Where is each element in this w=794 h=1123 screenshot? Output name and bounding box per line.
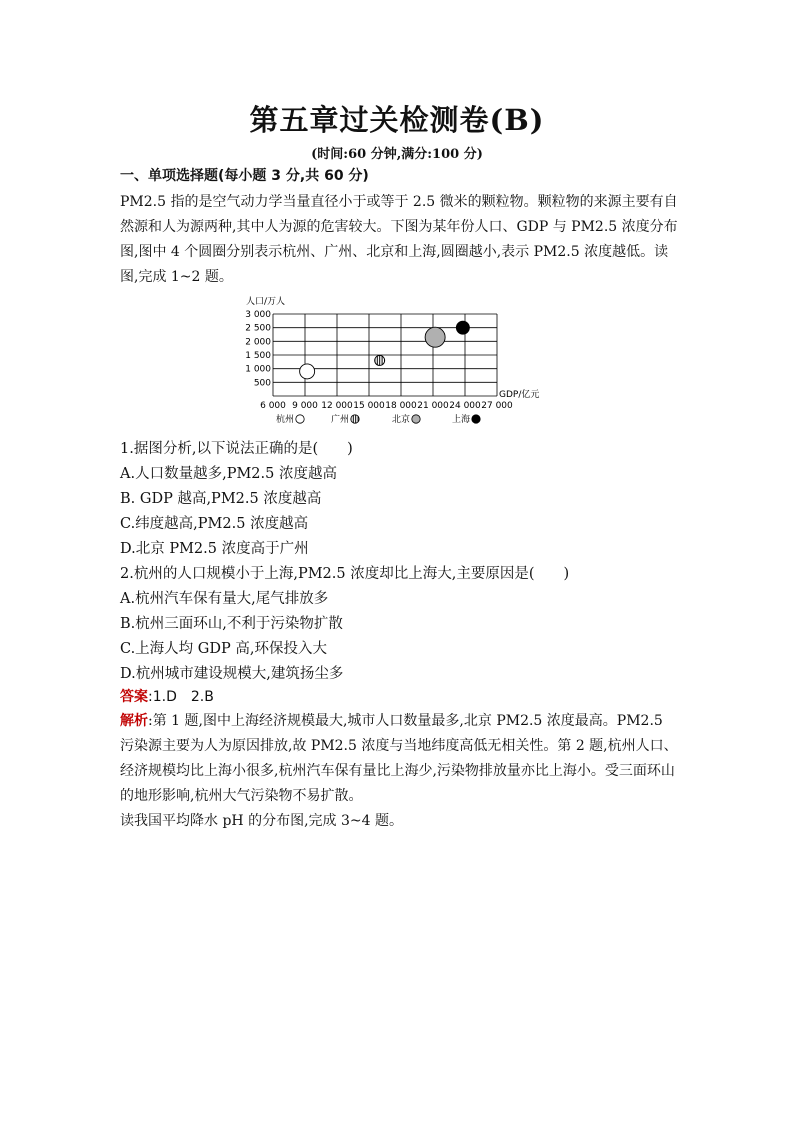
legend-label: 上海	[452, 415, 471, 425]
x-tick-label: 15 000	[353, 401, 385, 411]
q1-option-b: B. GDP 越高,PM2.5 浓度越高	[120, 491, 322, 507]
y-tick-label: 500	[253, 378, 271, 389]
point-北京	[425, 327, 445, 347]
q1-option-a: A.人口数量越多,PM2.5 浓度越高	[120, 466, 337, 482]
chart-x-ticks	[260, 401, 513, 411]
chart-xlabel: GDP/亿元	[499, 390, 540, 400]
legend-label: 广州	[331, 415, 350, 425]
legend-label: 北京	[392, 415, 411, 425]
legend-marker	[472, 415, 480, 423]
x-tick-label: 27 000	[481, 401, 513, 411]
point-上海	[456, 321, 469, 334]
chart-points	[300, 321, 470, 379]
q2-option-a: A.杭州汽车保有量大,尾气排放多	[120, 591, 329, 607]
chart-ylabel: 人口/万人	[246, 297, 286, 307]
x-tick-label: 24 000	[449, 401, 481, 411]
q2-option-b: B.杭州三面环山,不利于污染物扩散	[120, 616, 343, 632]
section-heading: 一、单项选择题(每小题 3 分,共 60 分)	[120, 168, 369, 184]
analysis-paragraph	[120, 709, 680, 809]
page-title: 第五章过关检测卷(B)	[249, 103, 545, 137]
x-tick-label: 21 000	[417, 401, 449, 411]
point-杭州	[300, 364, 315, 379]
y-tick-label: 1 500	[245, 351, 271, 361]
exam-info: (时间:60 分钟,满分:100 分)	[311, 147, 483, 162]
answer-line	[120, 686, 214, 706]
legend-marker	[412, 415, 420, 423]
legend-marker	[296, 415, 304, 423]
y-tick-label: 2 000	[245, 337, 271, 348]
answer-text: :1.D 2.B	[148, 689, 214, 705]
point-广州	[375, 355, 385, 365]
next-question-intro: 读我国平均降水 pH 的分布图,完成 3~4 题。	[120, 813, 403, 829]
answer-label: 答案	[120, 689, 148, 705]
y-tick-label: 2 500	[245, 323, 271, 334]
chart-y-ticks	[245, 310, 271, 388]
q2-option-c: C.上海人均 GDP 高,环保投入大	[120, 641, 327, 657]
q1-option-c: C.纬度越高,PM2.5 浓度越高	[120, 516, 309, 532]
intro-paragraph: PM2.5 指的是空气动力学当量直径小于或等于 2.5 微米的颗粒物。颗粒物的来源主要有自然源和人为源两种,其中人为源的危害较大。下图为某年份人口、GDP 与 PM2.5 浓度分布图,图中 4 个圆圈分别表示杭州、广州、北京和上海,圆圈越小,表示 PM2.5 浓度越低。读图,完成 1~2 题。	[120, 194, 678, 285]
pm25-chart	[0, 293, 794, 433]
analysis-text: :第 1 题,图中上海经济规模最大,城市人口数量最多,北京 PM2.5 浓度最高。PM2.5 污染源主要为人为原因排放,故 PM2.5 浓度与当地纬度高低无相关性。第 2 题,杭州人口、经济规模均比上海小很多,杭州汽车保有量比上海少,污染物排放量亦比上海小。受三面环山的地形影响,杭州大气污染物不易扩散。	[120, 713, 678, 804]
legend-label: 杭州	[276, 415, 295, 425]
chart-legend	[276, 413, 480, 425]
x-tick-label: 12 000	[321, 401, 353, 411]
analysis-label: 解析	[120, 713, 148, 729]
legend-marker	[351, 415, 359, 423]
q1-stem: 1.据图分析,以下说法正确的是( )	[120, 441, 353, 457]
x-tick-label: 6 000	[260, 401, 286, 411]
y-tick-label: 3 000	[245, 310, 271, 320]
y-tick-label: 1 000	[245, 364, 271, 375]
x-tick-label: 9 000	[292, 401, 318, 411]
x-tick-label: 18 000	[385, 401, 417, 411]
q1-option-d: D.北京 PM2.5 浓度高于广州	[120, 541, 309, 557]
q2-stem: 2.杭州的人口规模小于上海,PM2.5 浓度却比上海大,主要原因是( )	[120, 566, 570, 582]
q2-option-d: D.杭州城市建设规模大,建筑扬尘多	[120, 666, 344, 682]
